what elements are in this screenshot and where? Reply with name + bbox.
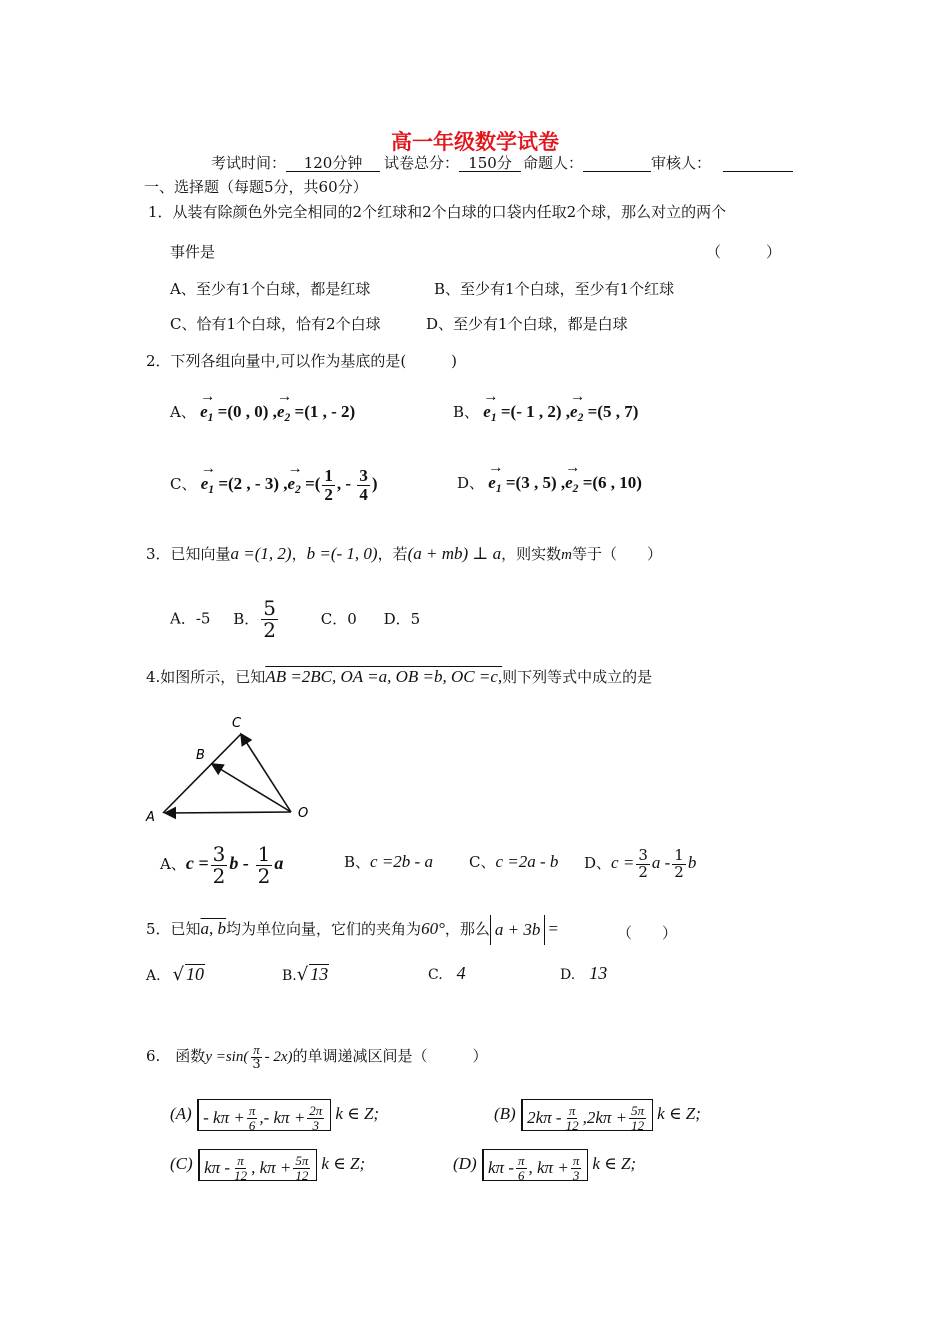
fraction: $\frac{5\pi}{12}$ (631, 1103, 645, 1134)
fraction: $\frac{1}{2}$ (674, 845, 684, 881)
fraction: $\frac{\pi}{6}$ (248, 1103, 256, 1134)
interval-bracket: - kπ + $\frac{\pi}{6}$ ,- kπ + $\frac{2\pi}{3}$ (197, 1099, 331, 1131)
abs-value: a + 3b (490, 915, 545, 945)
q3-stem: 3．已知向量a =(1, 2)，b =(- 1, 0)，若(a + mb) ⊥ a，则实数m等于（ ） (146, 544, 663, 563)
q5-option-b: B.√ 13 (282, 964, 329, 985)
q1-option-c: C、恰有1个白球，恰有2个白球 (170, 315, 381, 333)
score-label: 试卷总分： (384, 154, 460, 172)
q6-option-c: (C) kπ - $\frac{\pi}{12}$ , kπ + $\frac{5\pi}{12}$ k ∈ Z; (170, 1146, 365, 1182)
time-label: 考试时间： (211, 154, 287, 172)
e1-vector: → $e_1$ (488, 474, 501, 498)
q5-answer-paren: （ ） (617, 924, 678, 942)
label-a: A (146, 810, 155, 825)
fraction: $\frac{1}{2}$ (257, 841, 271, 888)
q3-option-c: C．0 (320, 609, 357, 628)
fraction: $\frac{\pi}{12}$ (234, 1153, 248, 1184)
q6-option-a: (A) - kπ + $\frac{\pi}{6}$ ,- kπ + $\frac{2\pi}{3}$ k ∈ Z; (170, 1096, 379, 1132)
segment-ac (163, 734, 241, 813)
e2-vector: → $e_2$ (287, 464, 300, 510)
q4-option-d: D、c = $\frac{3}{2}$ a - $\frac{1}{2}$ b (584, 845, 697, 881)
q6-stem: 6. 函数y =sin( $\frac{\pi}{3}$ - 2x)的单调递减区间是（ ） (146, 1041, 488, 1072)
interval-bracket: 2kπ - $\frac{\pi}{12}$ ,2kπ + $\frac{5\pi}{12}$ (521, 1099, 653, 1131)
vector-oa (165, 812, 291, 813)
q5-option-d: D. 13 (560, 963, 608, 983)
score-value: 150分 (459, 155, 521, 172)
q5-option-c: C. 4 (428, 963, 466, 983)
time-value: 120分钟 (286, 155, 380, 172)
q3-option-b: B． $\frac{5}{2}$ (233, 596, 276, 642)
q1-option-a: A、至少有1个白球，都是红球 (170, 280, 371, 298)
exam-header (211, 154, 793, 172)
q2-option-b: B、 → $e_1$ =(- 1 , 2) ,→ $e_2 =(5$ , 7) (453, 403, 638, 427)
section-heading: 一、选择题（每题5分，共60分） (144, 178, 368, 196)
q4-option-c: C、c =2a - b (469, 852, 559, 871)
interval-bracket: kπ - $\frac{\pi}{12}$ , kπ + $\frac{5\pi}{12}$ (198, 1149, 317, 1181)
q2-option-d: D、 → $e_1 =(3$ , 5) ,→ $e_2 =(6$ , 10) (457, 474, 642, 498)
e2-vector: → $e_2$ (565, 474, 578, 498)
interval-bracket: kπ - $\frac{\pi}{6}$ , kπ + $\frac{\pi}{3}$ (482, 1149, 588, 1181)
vector-oc (241, 734, 291, 812)
fraction: $\frac{\pi}{6}$ (518, 1153, 525, 1184)
triangle-figure (140, 710, 320, 830)
e1-vector: → $e_1$ (483, 403, 496, 427)
reviewer-label: 审核人： (651, 154, 712, 172)
q4-stem: 4.如图所示，已知AB =2BC, OA =a, OB =b, OC =c,则下列等式中成立的是 (146, 667, 653, 686)
fraction: $\frac{3}{2}$ (638, 845, 648, 881)
label-c: C (232, 716, 242, 731)
e1-vector: → $e_1$ (201, 464, 214, 510)
q3-options (170, 598, 420, 641)
e2-vector: → $e_2$ (570, 403, 583, 427)
q1-answer-paren: （ ） (706, 243, 782, 261)
q5-option-a: A. √ 10 (146, 964, 205, 985)
fraction: $\frac{5\pi}{12}$ (295, 1153, 309, 1184)
q2-stem: 2．下列各组向量中,可以作为基底的是( ) (146, 352, 458, 370)
q6-option-b: (B) 2kπ - $\frac{\pi}{12}$ ,2kπ + $\frac{5\pi}{12}$ k ∈ Z; (494, 1096, 701, 1132)
e1-vector: → $e_1$ (200, 403, 213, 427)
e2-vector: → $e_2$ (277, 403, 290, 427)
fraction: $\frac{\pi}{3}$ (572, 1153, 580, 1184)
reviewer-blank (723, 155, 793, 172)
q2-option-c: C、 → $e_1 =(2$ , - 3) ,→ $e_2$ =( $\frac{1}{2}$ , - $\frac{3}{4}$ ) (170, 464, 378, 510)
q3-option-d: D．5 (383, 609, 421, 628)
q5-stem: 5．已知a, b均为单位向量，它们的夹角为60°，那么 a + 3b = (146, 912, 559, 946)
q6-option-d: (D) kπ - $\frac{\pi}{6}$ , kπ + $\frac{\pi}{3}$ k ∈ Z; (453, 1146, 636, 1182)
q4-option-b: B、c =2b - a (344, 852, 433, 871)
vector-ob (212, 764, 291, 812)
fraction: $\frac{\pi}{3}$ (252, 1041, 261, 1072)
setter-blank (583, 155, 651, 172)
exam-title: 高一年级数学试卷 (391, 129, 559, 154)
label-o: O (298, 806, 309, 821)
q3-option-a: A．-5 (170, 609, 211, 628)
q1-stem: 1．从装有除颜色外完全相同的2个红球和2个白球的口袋内任取2个球，那么对立的两个 (148, 203, 727, 221)
fraction: $\frac{5}{2}$ (263, 596, 276, 642)
fraction: $\frac{\pi}{12}$ (565, 1103, 579, 1134)
q2-option-a: A、 → $e_1 =(0$ , 0) ,→ $e_2 =(1$ , - 2) (170, 403, 355, 427)
q1-option-d: D、至少有1个白球，都是白球 (426, 315, 628, 333)
q1-option-b: B、至少有1个白球，至少有1个红球 (434, 280, 675, 298)
fraction: $\frac{3}{2}$ (212, 841, 226, 888)
fraction: $\frac{1}{2}$ (324, 465, 333, 504)
fraction: $\frac{2\pi}{3}$ (309, 1103, 323, 1134)
q4-option-a: A、c = $\frac{3}{2}$ b - $\frac{1}{2}$ a (160, 841, 284, 888)
fraction: $\frac{3}{4}$ (359, 465, 368, 504)
setter-label: 命题人： (523, 154, 584, 172)
q1-stem-2: 事件是 (170, 243, 216, 261)
label-b: B (196, 748, 205, 763)
